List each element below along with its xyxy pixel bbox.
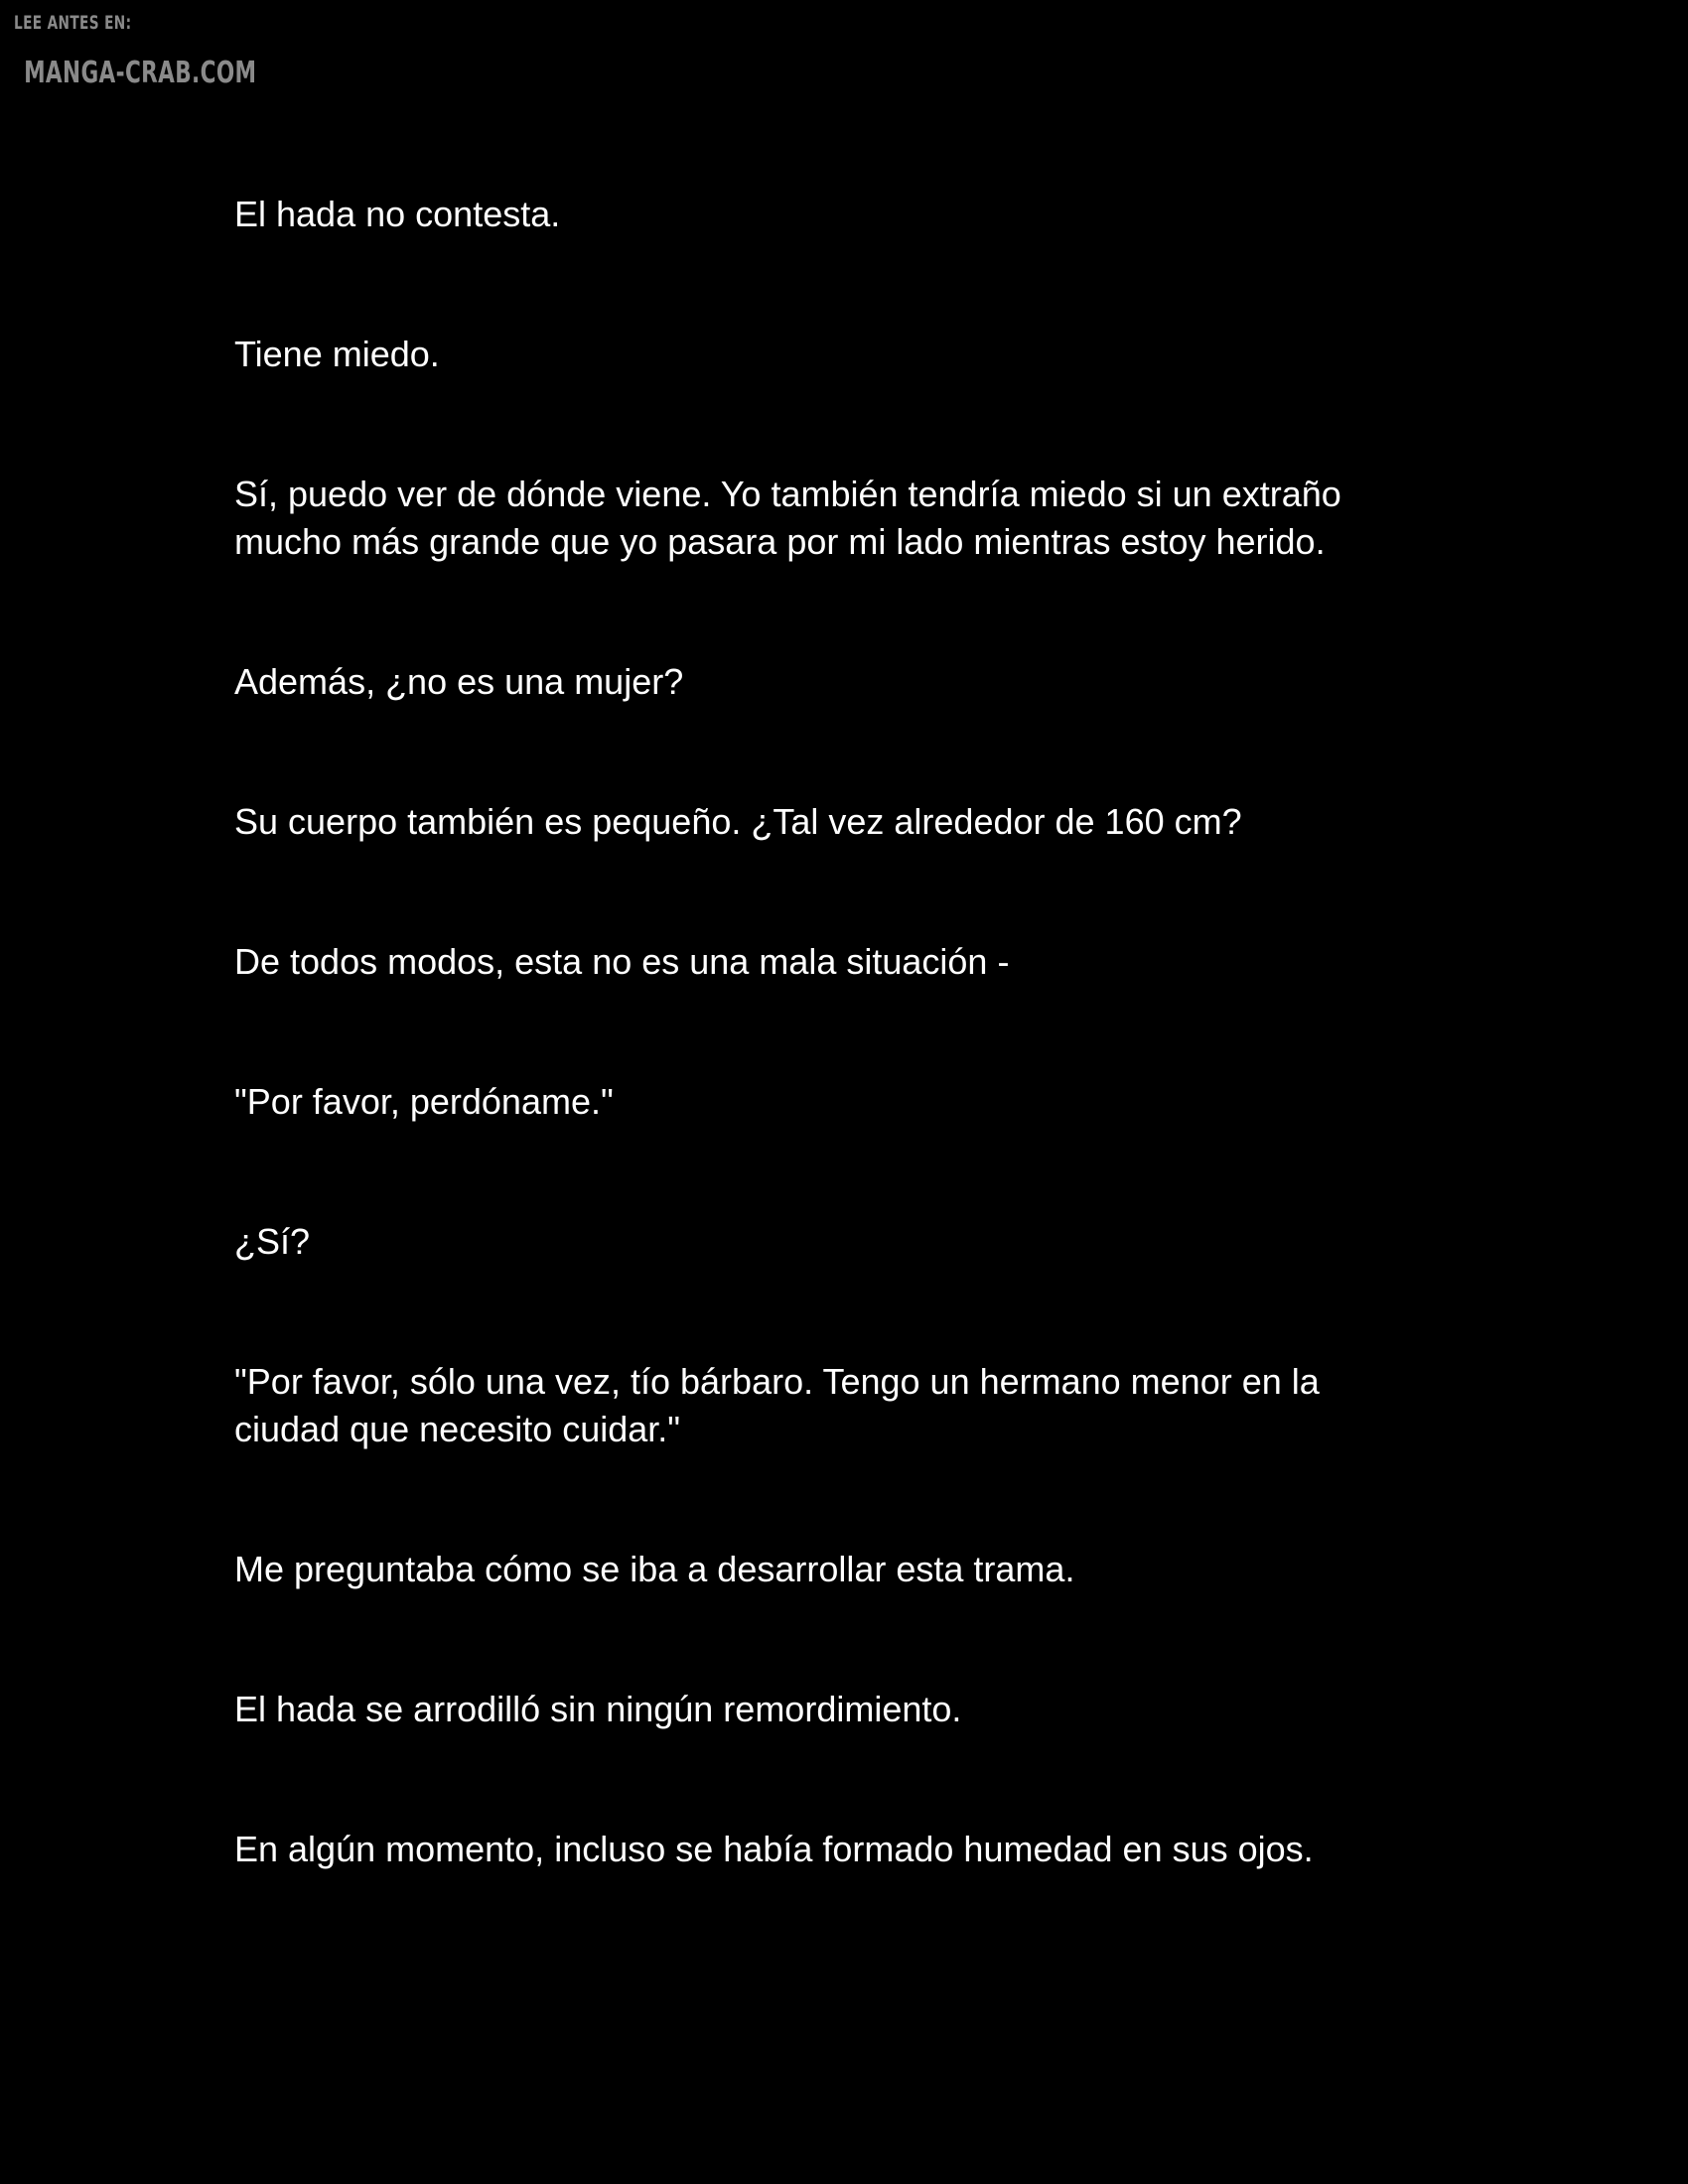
paragraph: En algún momento, incluso se había formado humedad en sus ojos. — [234, 1829, 1314, 1869]
paragraph: ¿Sí? — [234, 1221, 311, 1262]
story-text — [234, 191, 1525, 1966]
paragraph: Me preguntaba cómo se iba a desarrollar esta trama. — [234, 1549, 1075, 1589]
watermark — [14, 12, 256, 91]
paragraph: Tiene miedo. — [234, 334, 440, 374]
paragraph: "Por favor, sólo una vez, tío bárbaro. Tengo un hermano menor en la ciudad que necesito cuidar." — [234, 1361, 1320, 1449]
paragraph: Su cuerpo también es pequeño. ¿Tal vez alrededor de 160 cm? — [234, 801, 1242, 842]
paragraph: El hada se arrodilló sin ningún remordimiento. — [234, 1689, 962, 1729]
paragraph: Además, ¿no es una mujer? — [234, 661, 684, 702]
watermark-label: LEE ANTES EN: — [14, 12, 132, 34]
paragraph: De todos modos, esta no es una mala situación - — [234, 941, 1010, 982]
watermark-site: MANGA-CRAB.COM — [24, 56, 257, 90]
paragraph: El hada no contesta. — [234, 194, 561, 234]
paragraph: Sí, puedo ver de dónde viene. Yo también tendría miedo si un extraño mucho más grande que yo pasara por mi lado mientras estoy herido. — [234, 474, 1341, 562]
paragraph: "Por favor, perdóname." — [234, 1081, 614, 1122]
